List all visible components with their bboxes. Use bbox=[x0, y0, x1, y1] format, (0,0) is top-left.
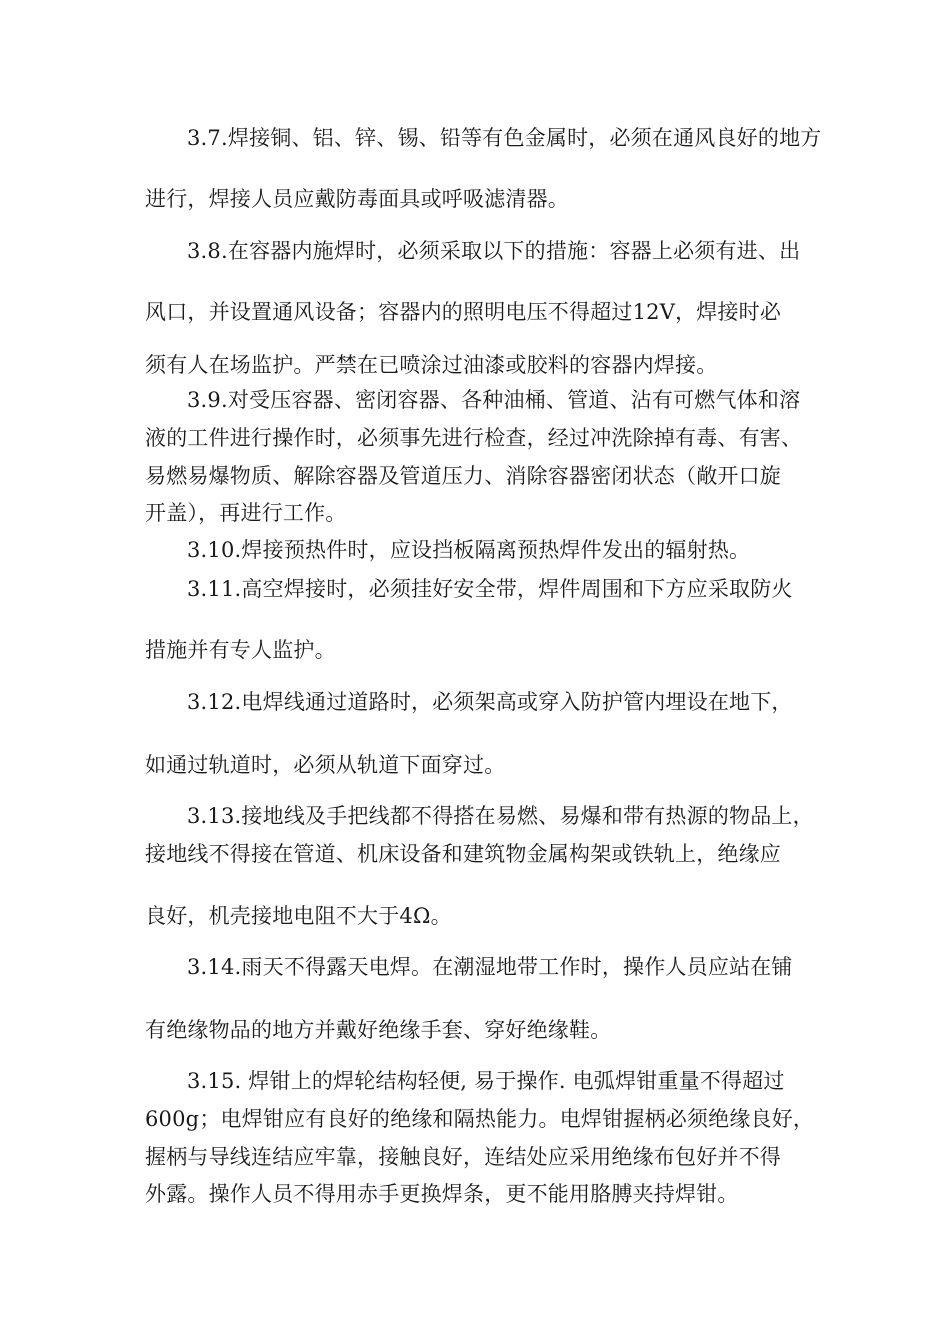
paragraph-3-15-line-2: 600g；电焊钳应有良好的绝缘和隔热能力。电焊钳握柄必须绝缘良好， bbox=[145, 1107, 815, 1131]
paragraph-3-9-line-2: 液的工件进行操作时，必须事先进行检查，经过冲洗除掉有毒、有害、 bbox=[145, 426, 803, 450]
paragraph-3-10-line-1: 3.10.焊接预热件时，应设挡板隔离预热焊件发出的辐射热。 bbox=[187, 538, 751, 562]
paragraph-3-7-line-2: 进行，焊接人员应戴防毒面具或呼吸滤清器。 bbox=[145, 187, 569, 211]
paragraph-3-11-line-1: 3.11.高空焊接时，必须挂好安全带，焊件周围和下方应采取防火 bbox=[187, 577, 793, 601]
paragraph-3-13-line-1: 3.13.接地线及手把线都不得搭在易燃、易爆和带有热源的物品上， bbox=[187, 804, 814, 828]
paragraph-3-9-line-4: 开盖），再进行工作。 bbox=[145, 501, 347, 525]
paragraph-3-12-line-1: 3.12.电焊线通过道路时，必须架高或穿入防护管内埋设在地下， bbox=[187, 690, 793, 714]
paragraph-3-11-line-2: 措施并有专人监护。 bbox=[145, 638, 336, 662]
paragraph-3-14-line-2: 有绝缘物品的地方并戴好绝缘手套、穿好绝缘鞋。 bbox=[145, 1018, 612, 1042]
paragraph-3-15-line-3: 握柄与导线连结应牢靠，接触良好，连结处应采用绝缘布包好并不得 bbox=[145, 1145, 781, 1169]
paragraph-3-12-line-2: 如通过轨道时，必须从轨道下面穿过。 bbox=[145, 753, 506, 777]
paragraph-3-8-line-2: 风口，并设置通风设备；容器内的照明电压不得超过12V，焊接时必 bbox=[145, 300, 782, 324]
paragraph-3-15-line-4: 外露。操作人员不得用赤手更换焊条，更不能用胳膊夹持焊钳。 bbox=[145, 1182, 739, 1206]
paragraph-3-9-line-3: 易燃易爆物质、解除容器及管道压力、消除容器密闭状态（敞开口旋 bbox=[145, 464, 781, 488]
paragraph-3-9-line-1: 3.9.对受压容器、密闭容器、各种油桶、管道、沾有可燃气体和溶 bbox=[187, 388, 801, 412]
paragraph-3-13-line-3: 良好，机壳接地电阻不大于4Ω。 bbox=[145, 904, 452, 928]
paragraph-3-7-line-1: 3.7.焊接铜、铝、锌、锡、铅等有色金属时，必须在通风良好的地方 bbox=[187, 126, 822, 150]
paragraph-3-15-line-1: 3.15. 焊钳上的焊轮结构轻便, 易于操作. 电弧焊钳重量不得超过 bbox=[187, 1069, 785, 1093]
paragraph-3-8-line-1: 3.8.在容器内施焊时，必须采取以下的措施：容器上必须有进、出 bbox=[187, 239, 801, 263]
paragraph-3-13-line-2: 接地线不得接在管道、机床设备和建筑物金属构架或铁轨上，绝缘应 bbox=[145, 842, 781, 866]
paragraph-3-8-line-3: 须有人在场监护。严禁在已喷涂过油漆或胶料的容器内焊接。 bbox=[145, 353, 718, 377]
paragraph-3-14-line-1: 3.14.雨天不得露天电焊。在潮湿地带工作时，操作人员应站在铺 bbox=[187, 955, 793, 979]
